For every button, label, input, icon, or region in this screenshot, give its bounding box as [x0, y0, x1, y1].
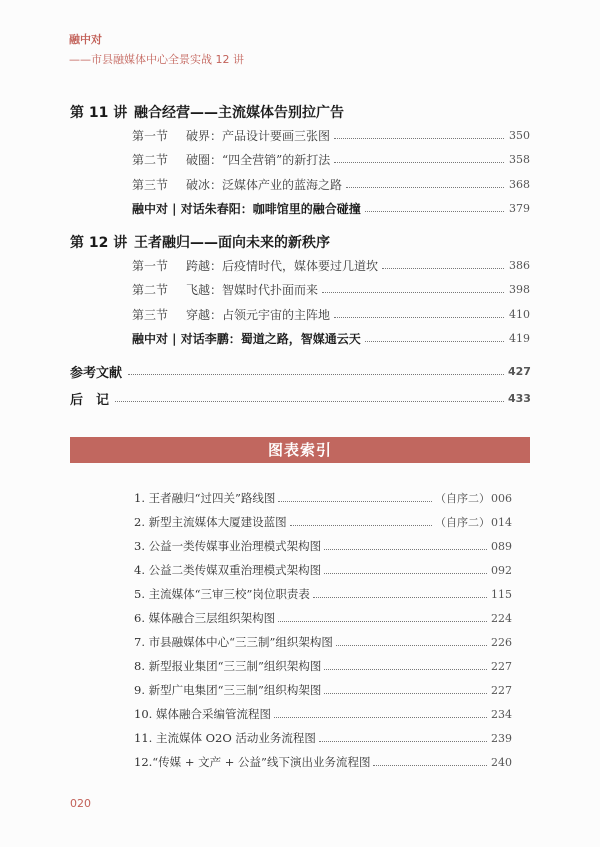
dot-leader: [365, 341, 504, 342]
dot-leader: [334, 317, 504, 318]
entry-text: 穿越：占领元宇宙的主阵地: [186, 307, 331, 322]
figure-title: 9. 新型广电集团“三三制”组织构架图: [134, 683, 322, 697]
page-ref: 227: [491, 659, 512, 673]
figure-title: 6. 媒体融合三层组织架构图: [134, 611, 276, 625]
dot-leader: [319, 741, 487, 742]
section-label: 第三节: [132, 177, 169, 192]
figure-index-item: [134, 534, 512, 558]
page-ref: 398: [509, 283, 530, 297]
section-label: 第一节: [132, 128, 169, 143]
dot-leader: [313, 597, 487, 598]
toc-entry: [70, 253, 530, 278]
section-label: 第二节: [132, 153, 169, 168]
section-label: 第三节: [132, 307, 169, 322]
dot-leader: [324, 573, 487, 574]
entry-text: 融中对 | 对话李鹏：蜀道之路，智媒通云天: [132, 332, 361, 347]
toc-entry: [70, 278, 530, 303]
dot-leader: [336, 645, 487, 646]
lecture-title: 融合经营——主流媒体告别拉广告: [134, 105, 344, 121]
lecture-title: 王者融归——面向未来的新秩序: [134, 235, 330, 251]
figure-index-item: [134, 510, 512, 534]
dot-leader: [334, 162, 504, 163]
section-label: 第二节: [132, 283, 169, 298]
book-subtitle: ——市县融媒体中心全景实战 12 讲: [69, 53, 244, 66]
dot-leader: [274, 717, 487, 718]
lecture-11: [70, 101, 530, 221]
page-ref: 410: [509, 307, 530, 321]
dot-leader: [365, 211, 504, 212]
figure-title: 5. 主流媒体“三审三校”岗位职责表: [134, 587, 310, 601]
figure-index-item: [134, 654, 512, 678]
figure-index-item: [134, 750, 512, 774]
figure-note: （自序二）: [435, 516, 490, 529]
lecture-heading: [70, 101, 530, 123]
dot-leader: [382, 268, 504, 269]
section-label: 第一节: [132, 258, 169, 273]
page-ref: 379: [509, 202, 530, 216]
dot-leader: [278, 501, 432, 502]
figure-index-item: [134, 558, 512, 582]
entry-text: 破界：产品设计要画三张图: [186, 128, 331, 143]
entry-text: 破冰：泛媒体产业的蓝海之路: [186, 177, 343, 192]
figure-note: （自序二）: [435, 492, 490, 505]
dot-leader: [324, 549, 487, 550]
figure-title: 8. 新型报业集团“三三制”组织架构图: [134, 659, 322, 673]
dot-leader: [373, 765, 487, 766]
toc-entry: [70, 172, 530, 197]
dot-leader: [324, 669, 487, 670]
figure-index-item: [134, 702, 512, 726]
lecture-12: [70, 231, 530, 351]
figure-index-item: [134, 630, 512, 654]
references-label: 参考文献: [70, 365, 123, 381]
page-ref: 006: [491, 491, 512, 505]
dot-leader: [322, 292, 504, 293]
running-header: [69, 31, 244, 67]
page-ref: 240: [491, 755, 512, 769]
entry-text: 破圈：“四全营销”的新打法: [186, 153, 331, 168]
figure-index-item: [134, 606, 512, 630]
entry-text: 融中对 | 对话朱春阳：咖啡馆里的融合碰撞: [132, 202, 361, 217]
page-ref: 433: [508, 391, 531, 405]
page-ref: 089: [491, 539, 512, 553]
page-ref: 368: [509, 177, 530, 191]
page-ref: 224: [491, 611, 512, 625]
dot-leader: [324, 693, 487, 694]
page-ref: 419: [509, 332, 530, 346]
dot-leader: [115, 401, 504, 402]
page-ref: 014: [491, 515, 512, 529]
lecture-number: 第 12 讲: [70, 235, 128, 251]
figure-title: 1. 王者融归“过四关”路线图: [134, 491, 276, 505]
toc-references: [70, 360, 530, 382]
toc-entry-dialogue: [70, 327, 530, 352]
lecture-number: 第 11 讲: [70, 105, 128, 121]
page-ref: 115: [491, 587, 512, 601]
figure-title: 4. 公益二类传媒双重治理模式架构图: [134, 563, 322, 577]
toc-entry-dialogue: [70, 197, 530, 222]
page-ref: 350: [509, 128, 530, 142]
toc-entry: [70, 302, 530, 327]
figure-index-item: [134, 486, 512, 510]
page-ref: 227: [491, 683, 512, 697]
page-number: 020: [70, 797, 91, 810]
toc-afterword: [70, 387, 530, 409]
figure-title: 2. 新型主流媒体大厦建设蓝图: [134, 515, 287, 529]
figure-title: 12.“传媒 + 文产 + 公益”线下演出业务流程图: [134, 755, 371, 769]
page-ref: 427: [508, 364, 531, 378]
figure-index-item: [134, 678, 512, 702]
figure-title: 10. 媒体融合采编管流程图: [134, 707, 271, 721]
page-ref: 239: [491, 731, 512, 745]
toc-entry: [70, 123, 530, 148]
figure-index-item: [134, 582, 512, 606]
page-ref: 386: [509, 258, 530, 272]
figure-index-banner: 图表索引: [70, 437, 530, 463]
dot-leader: [278, 621, 487, 622]
dot-leader: [334, 138, 504, 139]
entry-text: 跨越：后疫情时代，媒体要过几道坎: [186, 258, 379, 273]
page-ref: 234: [491, 707, 512, 721]
page-ref: 358: [509, 153, 530, 167]
figure-title: 7. 市县融媒体中心“三三制”组织架构图: [134, 635, 333, 649]
dot-leader: [290, 525, 432, 526]
entry-text: 飞越：智媒时代扑面而来: [186, 283, 319, 298]
lecture-heading: [70, 231, 530, 253]
figure-index-item: [134, 726, 512, 750]
dot-leader: [346, 187, 504, 188]
figure-title: 11. 主流媒体 O2O 活动业务流程图: [134, 731, 316, 745]
figure-title: 3. 公益一类传媒事业治理模式架构图: [134, 539, 322, 553]
toc-entry: [70, 148, 530, 173]
dot-leader: [128, 374, 504, 375]
page-ref: 092: [491, 563, 512, 577]
afterword-label: 后 记: [70, 392, 110, 408]
page-ref: 226: [491, 635, 512, 649]
figure-index-list: [134, 486, 512, 774]
book-title: 融中对: [69, 33, 102, 46]
